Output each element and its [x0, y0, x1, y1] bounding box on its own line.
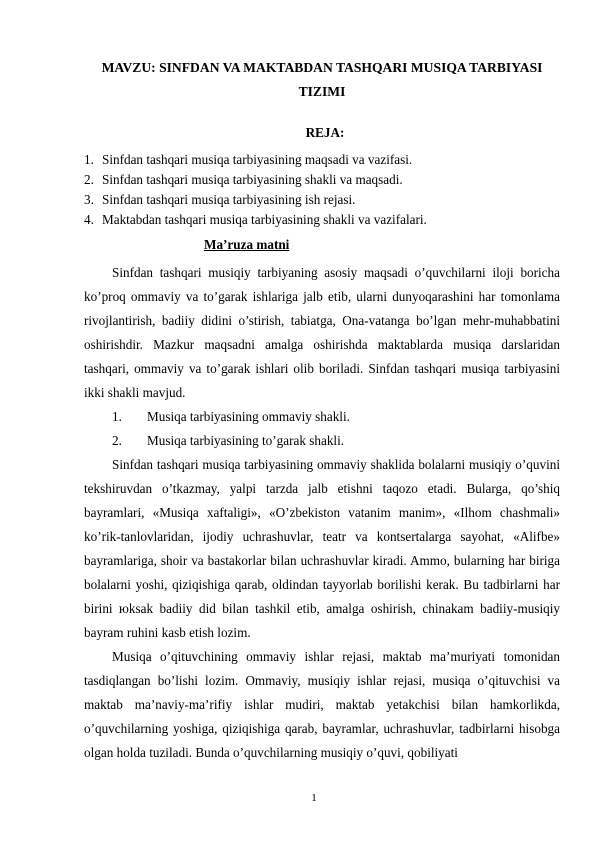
plan-item-text: Maktabdan tashqari musiqa tarbiyasining shakli va vazifalari.: [102, 212, 427, 227]
plan-item-number: 4.: [84, 212, 94, 227]
document-title: MAVZU: SINFDAN VA MAKTABDAN TASHQARI MUSIQA TARBIYASI TIZIMI: [101, 60, 543, 99]
page-number: 1: [311, 792, 317, 804]
plan-item: [84, 190, 427, 210]
plan-item-number: 2.: [84, 172, 94, 187]
plan-item-number: 1.: [84, 152, 94, 167]
plan-list: [84, 150, 427, 230]
plan-heading: REJA:: [305, 125, 345, 140]
body-paragraph: Sinfdan tashqari musiqiy tarbiyaning asosiy maqsadi o’quvchilarni iloji boricha ko’proq ommaviy va to’garak ishlariga jalb etib, ularni dunyoqarashini har tomonlama rivojlantirish, badiiy didini o’stirish, tabiatga, Ona-vatanga bo’lgan mehr-muhabbatini oshirishdir. Mazkur maqsadni amalga oshirishda maktablarda musiqa darslaridan tashqari, ommaviy va to’garak ishlari olib boriladi. Sinfdan tashqari musiqa tarbiyasini ikki shakli mavjud.: [84, 265, 560, 400]
form-item-number: 1.: [112, 409, 122, 424]
plan-item-text: Sinfdan tashqari musiqa tarbiyasining maqsadi va vazifasi.: [102, 152, 413, 167]
plan-item: [84, 170, 427, 190]
plan-item-text: Sinfdan tashqari musiqa tarbiyasining shakli va maqsadi.: [102, 172, 403, 187]
body-paragraph: Musiqa o’qituvchining ommaviy ishlar rejasi, maktab ma’muriyati tomonidan tasdiqlangan bo’lishi lozim. Ommaviy, musiqiy ishlar rejasi, musiqa o’qituvchisi va maktab ma’naviy-ma’rifiy ishlar mudiri, maktab yetakchisi bilan hamkorlikda, o’quvchilarning yoshiga, qiziqishiga qarab, bayramlar, uchrashuvlar, tadbirlarni hisobga olgan holda tuziladi. Bunda o’quvchilarning musiqiy o’quvi, qobiliyati: [84, 649, 560, 760]
plan-item: [84, 210, 427, 230]
form-list-item: [84, 405, 560, 429]
plan-item-number: 3.: [84, 192, 94, 207]
body-paragraph: Sinfdan tashqari musiqa tarbiyasining ommaviy shaklida bolalarni musiqiy o’quvini tekshiruvdan o’tkazmay, yalpi tarzda jalb etishni taqozo etadi. Bularga, qo’shiq bayramlari, «Musiqa xaftaligi», «O’zbekiston vatanim manim», «Ilhom chashmali» ko’rik-tanlovlaridan, ijodiy uchrashuvlar, teatr va kontsertalarga sayohat, «Alifbe» bayramlariga, shoir va bastakorlar bilan uchrashuvlar kiradi. Ammo, bularning har biriga bolalarni yoshi, qiziqishiga qarab, oldindan tayyorlab borilishi kerak. Bu tadbirlarni har birini юksak badiiy did bilan tashkil etib, amalga oshirish, chinakam badiiy-musiqiy bayram ruhini kasb etish lozim.: [84, 457, 560, 640]
form-item-text: Musiqa tarbiyasining to’garak shakli.: [147, 433, 345, 448]
form-item-text: Musiqa tarbiyasining ommaviy shakli.: [147, 409, 350, 424]
plan-item: [84, 150, 427, 170]
lecture-body: [84, 261, 560, 765]
lecture-text-heading: Ma’ruza matni: [204, 237, 290, 252]
form-item-number: 2.: [112, 433, 122, 448]
plan-item-text: Sinfdan tashqari musiqa tarbiyasining ish rejasi.: [102, 192, 356, 207]
form-list-item: [84, 429, 560, 453]
